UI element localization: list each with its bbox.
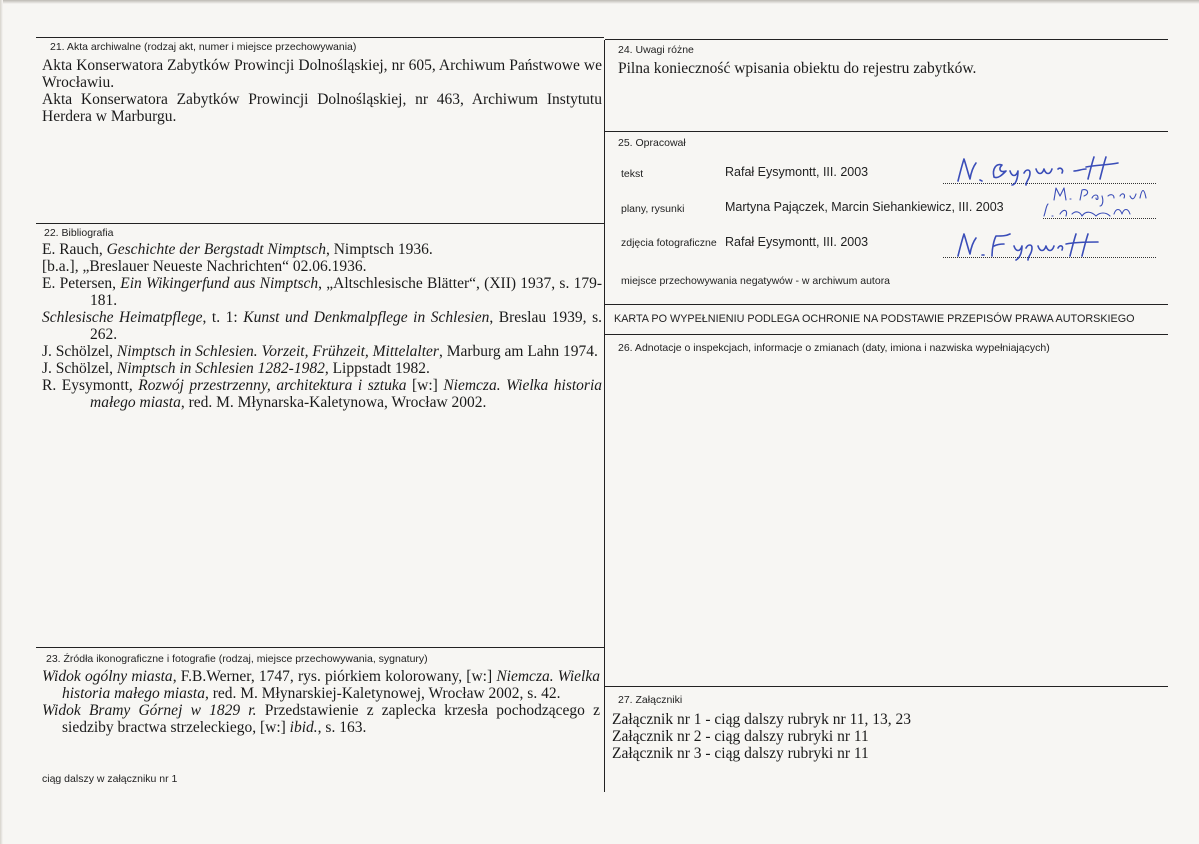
section-26-label: 26. Adnotacje o inspekcjach, informacje o zmianach (daty, imiona i nazwiska wypełniających) — [618, 342, 1050, 354]
archive-entry-1: Akta Konserwatora Zabytków Prowincji Dolnośląskiej, nr 605, Archiwum Państwowe we Wrocławiu. — [42, 57, 602, 91]
row-value-photos: Rafał Eysymontt, III. 2003 — [725, 235, 869, 249]
title: Geschichte der Bergstadt Nimptsch — [106, 241, 326, 258]
section-25-label: 25. Opracował — [618, 137, 686, 149]
section-23-label: 23. Źródła ikonograficzne i fotografie (rodzaj, miejsce przechowywania, sygnatury) — [46, 653, 428, 665]
iconography-entry — [42, 668, 600, 702]
divider-26-27 — [605, 686, 1168, 687]
title: Rozwój przestrzenny, architektura i sztuka — [138, 377, 407, 394]
description: , F.B.Werner, 1747, rys. piórkiem kolorowany, [w:] — [172, 668, 497, 685]
imprint: , Breslau 1939, s. 262. — [90, 309, 602, 343]
archive-entry-2: Akta Konserwatora Zabytków Prowincji Dolnośląskiej, nr 463, Archiwum Instytutu Herdera w Marburgu. — [42, 91, 602, 125]
row-value-text: Rafał Eysymontt, III. 2003 — [725, 165, 869, 179]
bibliography-list — [42, 241, 602, 411]
signature-author-text — [950, 155, 1130, 189]
row-label-drawings: plany, rysunki — [621, 203, 685, 215]
imprint: , „Altschlesische Blätter“, (XII) 1937, s. 179-181. — [90, 275, 602, 309]
page: , s. 163. — [317, 719, 367, 736]
iconography-entry — [42, 702, 600, 736]
title: Widok ogólny miasta — [42, 668, 173, 685]
iconography-list — [42, 668, 600, 736]
imprint: , Nimptsch 1936. — [325, 241, 433, 258]
book-title: Niemcza. Wielka historia małego miasta — [62, 668, 600, 702]
title: Nimptsch in Schlesien 1282-1982 — [116, 360, 325, 377]
bibliography-entry — [42, 377, 602, 411]
imprint: , Lippstadt 1982. — [324, 360, 430, 377]
title: Widok Bramy Górnej w 1829 r. — [42, 702, 257, 719]
imprint: , Marburg am Lahn 1974. — [438, 343, 598, 360]
continuation-note: ciąg dalszy w załączniku nr 1 — [42, 773, 178, 785]
in-marker: [w:] — [406, 377, 444, 394]
negatives-location: miejsce przechowywania negatywów - w archiwum autora — [621, 275, 891, 287]
title: Schlesische Heimatpflege — [42, 309, 203, 326]
scan-edge-top — [0, 0, 1199, 4]
section-22-label: 22. Bibliografia — [44, 227, 114, 239]
divider-21-22 — [36, 223, 604, 224]
divider-25-26 — [605, 334, 1168, 335]
citation: [b.a.], „Breslauer Neueste Nachrichten“ 02.06.1936. — [42, 258, 367, 275]
signature-photos — [952, 230, 1102, 262]
section-24-label: 24. Uwagi różne — [618, 44, 694, 56]
copyright-notice: KARTA PO WYPEŁNIENIU PODLEGA OCHRONIE NA PODSTAWIE PRZEPISÓW PRAWA AUTORSKIEGO — [614, 313, 1135, 325]
bibliography-entry — [42, 360, 602, 377]
author: E. Rauch, — [42, 241, 107, 258]
author: E. Petersen, — [42, 275, 121, 292]
attachment-item: Załącznik nr 1 - ciąg dalszy rubryk nr 11, 13, 23 — [612, 711, 911, 728]
bibliography-entry — [42, 275, 602, 309]
volume: , t. 1: — [202, 309, 244, 326]
author: R. Eysymontt, — [42, 377, 139, 394]
attachment-item: Załącznik nr 3 - ciąg dalszy rubryki nr 11 — [612, 745, 869, 762]
top-border-left — [36, 37, 604, 38]
attachment-item: Załącznik nr 2 - ciąg dalszy rubryki nr 11 — [612, 728, 869, 745]
section-27-label: 27. Załączniki — [618, 694, 683, 706]
remarks-text: Pilna konieczność wpisania obiektu do rejestru zabytków. — [618, 60, 977, 77]
row-label-photos: zdjęcia fotograficzne — [621, 237, 717, 249]
bibliography-entry — [42, 309, 602, 343]
divider-22-23 — [36, 647, 604, 648]
title: Nimptsch in Schlesien. Vorzeit, Frühzeit, Mittelalter — [116, 343, 439, 360]
author: J. Schölzel, — [42, 343, 117, 360]
divider-24-25 — [605, 131, 1168, 132]
bibliography-entry — [42, 258, 602, 275]
row-value-drawings: Martyna Pajączek, Marcin Siehankiewicz, III. 2003 — [725, 200, 1004, 214]
section-21-body — [42, 57, 602, 125]
column-divider — [604, 40, 605, 792]
ibid: ibid. — [289, 719, 318, 736]
description: Przedstawienie z zaplecka krzesła pochodzącego z siedziby bractwa strzeleckiego, [w:] — [62, 702, 601, 736]
bibliography-entry — [42, 241, 602, 258]
section-21-label: 21. Akta archiwalne (rodzaj akt, numer i miejsce przechowywania) — [50, 41, 357, 53]
bibliography-entry — [42, 343, 602, 360]
signature-drawings — [1040, 186, 1162, 220]
book-title: Niemcza. Wielka historia małego miasta — [90, 377, 603, 411]
subtitle: Kunst und Denkmalpflege in Schlesien — [243, 309, 490, 326]
imprint: , red. M. Młynarska-Kaletynowa, Wrocław 2002. — [180, 394, 487, 411]
top-border-right — [605, 39, 1168, 40]
attachments-list — [612, 711, 1162, 762]
row-label-text: tekst — [621, 168, 644, 180]
scan-edge-left — [0, 0, 3, 844]
author: J. Schölzel, — [42, 360, 117, 377]
title: Ein Wikingerfund aus Nimptsch — [120, 275, 319, 292]
imprint: , red. M. Młynarskiej-Kaletynowej, Wrocław 2002, s. 42. — [204, 685, 561, 702]
divider-25-copyright — [605, 304, 1168, 305]
